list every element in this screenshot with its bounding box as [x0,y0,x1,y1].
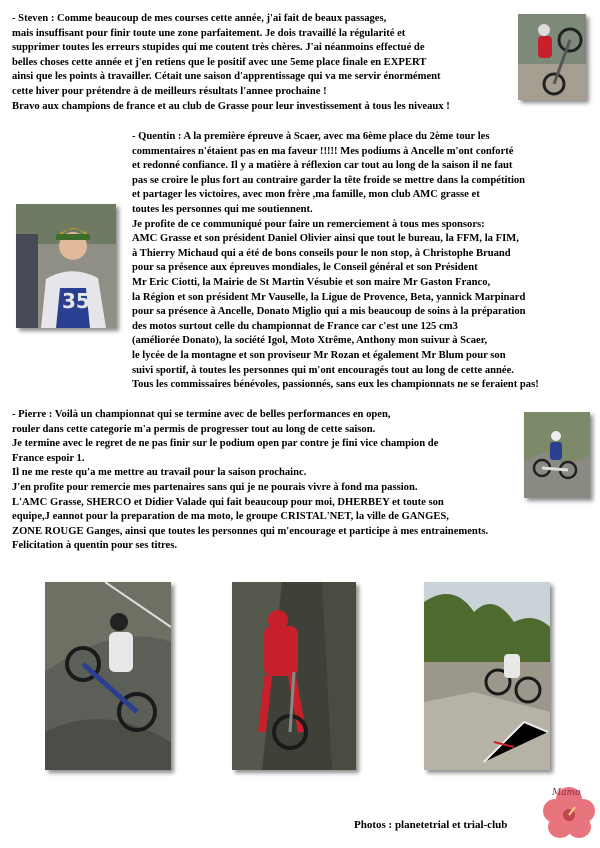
logo-text: Mamo [552,788,581,798]
text-line: J'en profite pour remercie mes partenaires sans qui je ne pourais vivre à fond ma passion. [12,481,418,493]
text-line: AMC Grasse et son président Daniel Olivier ainsi que tout le bureau, la FFM, la FIM, [132,233,519,245]
pierre-photo-icon [524,412,590,498]
text-line: Il ne me reste qu'a me mettre au travail pour la saison prochainc. [12,467,307,479]
text-line: pour sa présence à Ancelle, Donato Miglio qui a mis beaucoup de soins à la préparation [132,306,526,318]
text-line: mais insuffisant pour finir toute une zone parfaitement. Je dois travaillé la régularité et [12,27,406,39]
text-line: rouler dans cette categorie m'a permis de progresser tout au long de cette saison. [12,423,376,435]
quentin-portrait-icon [16,204,116,328]
steven-paragraph [12,12,450,114]
quentin-paragraph [132,130,539,393]
text-line: France espoir 1. [12,452,85,464]
text-line: pas se croire le plus fort au contraire garder la tête froide se mettre dans la compétition [132,174,526,186]
hibiscus-logo-icon [542,785,596,841]
text-line: supprimer toutes les erreurs stupides qui me coutent très chères. J'ai néanmoins effectué de [12,42,425,54]
svg-text:35: 35 [62,289,90,313]
pierre-paragraph [12,408,488,554]
text-line: la Région et son président Mr Vauselle, la Ligue de Provence, Beta, yannick Marpinard [132,291,526,303]
text-line: Je termine avec le regret de ne pas finir sur le podium open par contre je fini vice champion de [12,438,439,450]
photo-credit: Photos : planetetrial et trial-club [354,819,508,831]
text-line: Tous les commissaires bénévoles, passionnés, sans eux les championnats ne se feraient pas! [132,379,539,391]
text-line: ainsi que les points à travailler. Cétait une saison d'apprentissage qui va me servir énormément [12,71,441,83]
steven-photo-icon [518,14,586,100]
bottom-photo-1-icon [45,582,171,770]
bottom-photo-3-icon [424,582,550,770]
bottom-photo-2-icon [232,582,356,770]
text-line: commentaires n'étaient pas en ma faveur !!!!! Mes podiums à Ancelle m'ont conforté [132,145,514,157]
text-line: equipe,J eannot pour la preparation de ma moto, le groupe CRISTAL'NET, la ville de GANGES, [12,511,449,523]
text-line: et partager les victoires, avec mon frère ,ma famille, mon club AMC grasse et [132,189,480,201]
text-line: pour sa présence aux épreuves mondiales, le Conseil général et son Président [132,262,478,274]
text-line: cette hiver pour prétendre à de meilleurs résultats l'annee prochaine ! [12,85,327,97]
text-line: Felicitation à quentin pour ses titres. [12,540,177,552]
text-line: ZONE ROUGE Ganges, ainsi que toutes les personnes qui m'encourage et participe à mes entrainements. [12,525,489,537]
text-line: le lycée de la montagne et son proviseur Mr Rozan et également Mr Blum pour son [132,349,506,361]
text-line: à Thierry Michaud qui a été de bons conseils pour le non stop, à Christophe Bruand [132,247,511,259]
text-line: (améliorée Donato), la société Igol, Moto Xtrême, Anthony mon suivur à Scaer, [132,335,488,347]
text-line: et redonné confiance. Il y a matière à réflexion car tout au long de la saison il ne faut [132,160,513,172]
text-line: L'AMC Grasse, SHERCO et Didier Valade qui fait beaucoup pour moi, DHERBEY et toute son [12,496,444,508]
text-line: Bravo aux champions de france et au club de Grasse pour leur investissement à tous les niveaux ! [12,100,450,112]
text-line: toutes les personnes qui me soutiennent. [132,203,313,215]
text-line: - Steven : Comme beaucoup de mes courses cette année, j'ai fait de beaux passages, [12,13,387,24]
text-line: belles choses cette année et j'en retiens que le positif avec une 5eme place finale en EXPERT [12,56,427,68]
text-line: - Pierre : Voilà un championnat qui se termine avec de belles performances en open, [12,409,391,420]
text-line: Je profite de ce communiqué pour faire un remerciement à tous mes sponsors: [132,218,485,230]
text-line: Mr Eric Ciotti, la Mairie de St Martin Vésubie et son maire Mr Gaston Franco, [132,276,491,288]
text-line: des motos surtout celle du championnat de France car c'est une 125 cm3 [132,320,458,332]
text-line: - Quentin : A la première épreuve à Scaer, avec ma 6ème place du 2ème tour les [132,131,490,142]
text-line: suivi sportif, à toutes les personnes qui m'ont encouragés tout au long de cette année. [132,364,514,376]
